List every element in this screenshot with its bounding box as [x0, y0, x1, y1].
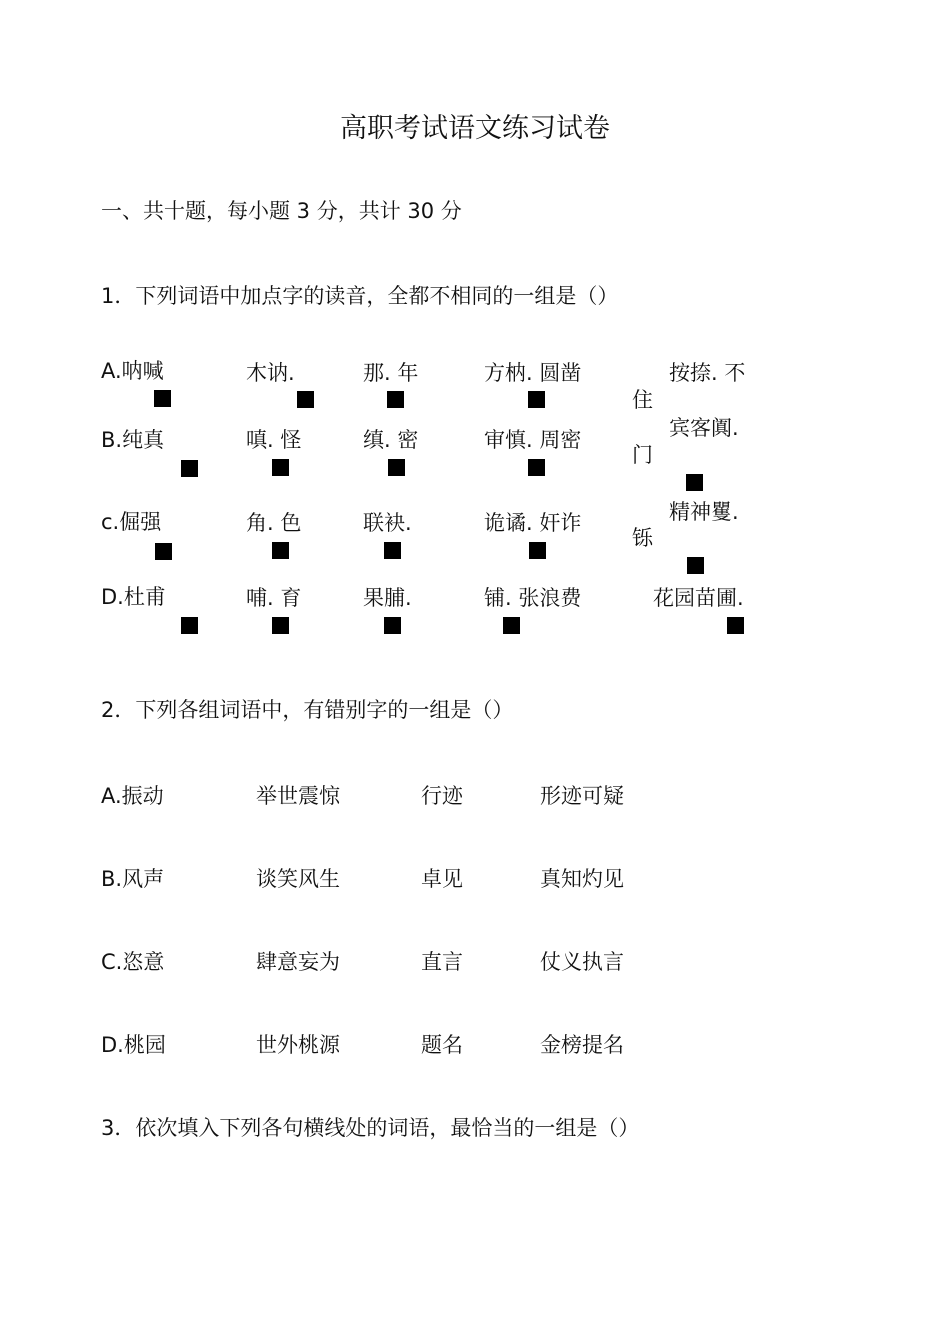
emphasis-dot-marker [528, 459, 545, 476]
emphasis-dot-marker [528, 391, 545, 408]
q1-option-b-word-4-wrap: 门 [632, 443, 653, 467]
emphasis-dot-marker [529, 542, 546, 559]
q1-option-d-word-4: 花园苗圃. [653, 586, 744, 610]
emphasis-dot-marker [388, 459, 405, 476]
q1-option-c-word-1: 角. 色 [246, 511, 302, 535]
q2-option-d-word-3: 题名 [421, 1033, 463, 1057]
q2-option-b-word-3: 卓见 [421, 867, 463, 891]
emphasis-dot-marker [387, 391, 404, 408]
q2-option-c-word-4: 仗义执言 [540, 950, 624, 974]
emphasis-dot-marker [272, 459, 289, 476]
q1-option-a-word-4: 按捺. 不 [669, 361, 746, 385]
q2-option-c-word-3: 直言 [421, 950, 463, 974]
q1-option-a-label: A.呐喊 [101, 359, 164, 383]
q2-option-a-word-2: 举世震惊 [256, 784, 340, 808]
question-1-stem: 1．下列词语中加点字的读音，全都不相同的一组是（） [101, 284, 619, 308]
emphasis-dot-marker [297, 391, 314, 408]
emphasis-dot-marker [686, 474, 703, 491]
q2-option-c-word-2: 肆意妄为 [256, 950, 340, 974]
q2-option-d-word-4: 金榜提名 [540, 1033, 624, 1057]
q2-option-d-word-2: 世外桃源 [256, 1033, 340, 1057]
q1-option-a-word-2: 那. 年 [363, 361, 419, 385]
q1-option-b-label: B.纯真 [101, 428, 165, 452]
emphasis-dot-marker [687, 557, 704, 574]
q2-option-b-word-4: 真知灼见 [540, 867, 624, 891]
q1-option-d-word-2: 果脯. [363, 586, 412, 610]
q1-option-d-label: D.杜甫 [101, 585, 166, 609]
q1-option-b-word-3: 审慎. 周密 [484, 428, 582, 452]
emphasis-dot-marker [503, 617, 520, 634]
q2-option-a-word-3: 行迹 [421, 784, 463, 808]
q1-option-d-word-1: 哺. 育 [246, 586, 302, 610]
emphasis-dot-marker [272, 542, 289, 559]
emphasis-dot-marker [154, 390, 171, 407]
q1-option-c-word-2: 联袂. [363, 511, 412, 535]
page-title: 高职考试语文练习试卷 [340, 113, 610, 144]
q1-option-c-word-3: 诡谲. 奸诈 [484, 511, 582, 535]
q2-option-a-word-4: 形迹可疑 [540, 784, 624, 808]
q1-option-a-word-4-wrap: 住 [632, 388, 653, 412]
question-3-stem: 3．依次填入下列各句横线处的词语，最恰当的一组是（） [101, 1116, 640, 1140]
q1-option-a-word-1: 木讷. [246, 361, 295, 385]
q1-option-b-word-2: 缜. 密 [363, 428, 419, 452]
q1-option-c-word-4: 精神矍. [669, 500, 739, 524]
question-2-stem: 2．下列各组词语中，有错别字的一组是（） [101, 698, 514, 722]
emphasis-dot-marker [384, 617, 401, 634]
emphasis-dot-marker [181, 460, 198, 477]
emphasis-dot-marker [727, 617, 744, 634]
emphasis-dot-marker [155, 543, 172, 560]
q1-option-c-word-4-wrap: 铄 [632, 526, 653, 550]
emphasis-dot-marker [181, 617, 198, 634]
q2-option-b-word-2: 谈笑风生 [256, 867, 340, 891]
q1-option-b-word-4: 宾客阗. [669, 416, 739, 440]
section-heading: 一、共十题，每小题 3 分，共计 30 分 [101, 199, 462, 223]
q1-option-a-word-3: 方枘. 圆凿 [484, 361, 582, 385]
q2-option-c-word-1: C.恣意 [101, 950, 165, 974]
emphasis-dot-marker [384, 542, 401, 559]
q2-option-b-word-1: B.风声 [101, 867, 165, 891]
emphasis-dot-marker [272, 617, 289, 634]
q1-option-d-word-3: 铺. 张浪费 [484, 586, 582, 610]
q1-option-c-label: c.倔强 [101, 510, 162, 534]
q2-option-a-word-1: A.振动 [101, 784, 164, 808]
q2-option-d-word-1: D.桃园 [101, 1033, 166, 1057]
q1-option-b-word-1: 嗔. 怪 [246, 428, 302, 452]
